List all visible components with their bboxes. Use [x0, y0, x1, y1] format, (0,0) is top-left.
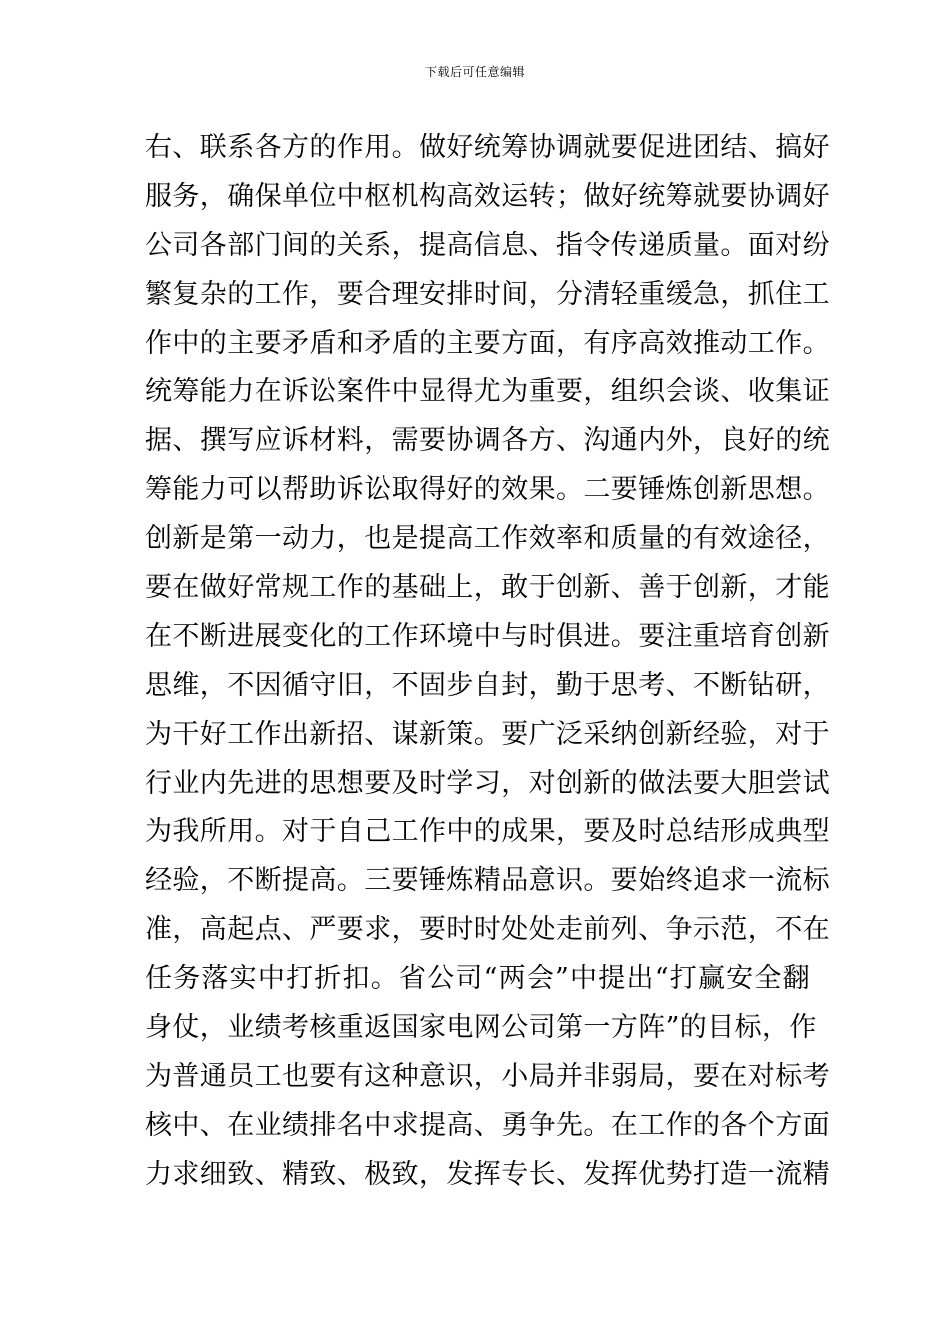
text-line: 要在做好常规工作的基础上，敢于创新、善于创新，才能	[145, 572, 830, 604]
text-line: 经验，不断提高。三要锤炼精品意识。要始终追求一流标	[145, 865, 830, 897]
text-line: 在不断进展变化的工作环境中与时俱进。要注重培育创新	[145, 620, 830, 652]
text-line: 右、联系各方的作用。做好统筹协调就要促进团结、搞好	[145, 132, 830, 163]
text-line: 作中的主要矛盾和矛盾的主要方面，有序高效推动工作。	[145, 327, 830, 359]
text-line: 据、撰写应诉材料，需要协调各方、沟通内外，良好的统	[145, 425, 830, 457]
text-line: 为普通员工也要有这种意识，小局并非弱局，要在对标考	[145, 1060, 830, 1092]
text-line: 公司各部门间的关系，提高信息、指令传递质量。面对纷	[145, 229, 830, 261]
text-line: 服务，确保单位中枢机构高效运转；做好统筹就要协调好	[145, 180, 830, 212]
text-line: 思维，不因循守旧，不固步自封，勤于思考、不断钻研，	[145, 669, 830, 701]
text-line: 行业内先进的思想要及时学习，对创新的做法要大胆尝试	[145, 767, 830, 799]
document-body	[145, 124, 830, 1200]
text-line: 核中、在业绩排名中求提高、勇争先。在工作的各个方面	[145, 1109, 830, 1141]
text-line: 创新是第一动力，也是提高工作效率和质量的有效途径，	[145, 523, 830, 555]
text-line: 任务落实中打折扣。省公司“两会”中提出“打赢安全翻	[145, 963, 810, 995]
text-line: 准，高起点、严要求，要时时处处走前列、争示范，不在	[145, 914, 830, 946]
text-line: 筹能力可以帮助诉讼取得好的效果。二要锤炼创新思想。	[145, 474, 830, 506]
text-line: 繁复杂的工作，要合理安排时间，分清轻重缓急，抓住工	[145, 278, 830, 310]
text-line: 为我所用。对于自己工作中的成果，要及时总结形成典型	[145, 816, 830, 848]
text-line: 为干好工作出新招、谋新策。要广泛采纳创新经验，对于	[145, 718, 830, 750]
page-header: 下载后可任意编辑	[424, 65, 525, 79]
text-line: 身仗，业绩考核重返国家电网公司第一方阵”的目标，作	[145, 1012, 817, 1044]
text-line: 力求细致、精致、极致，发挥专长、发挥优势打造一流精	[145, 1158, 830, 1190]
text-line: 统筹能力在诉讼案件中显得尤为重要，组织会谈、收集证	[145, 376, 830, 408]
